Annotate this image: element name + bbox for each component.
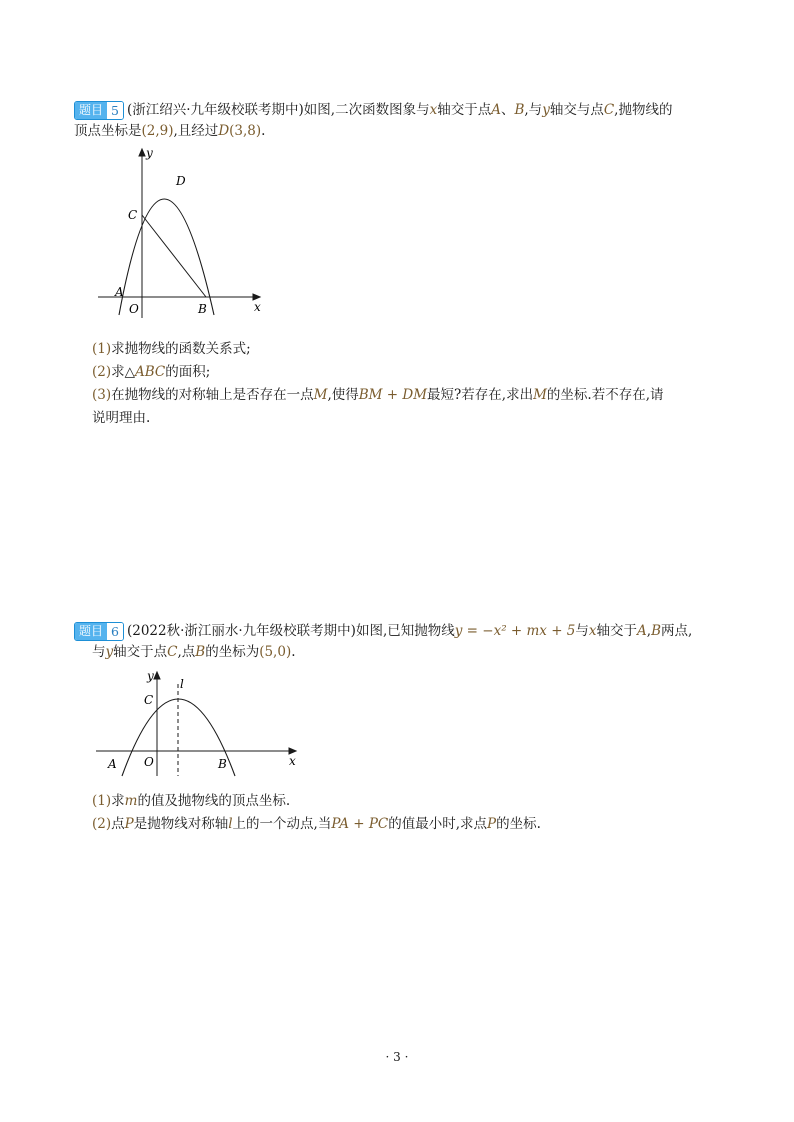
origin-label: O bbox=[129, 302, 139, 316]
math-symbol: m bbox=[124, 793, 138, 809]
math-symbol: ABC bbox=[135, 364, 166, 380]
segment-cb bbox=[142, 215, 206, 297]
problem-6 bbox=[74, 621, 734, 663]
math-symbol: y bbox=[105, 644, 114, 660]
problem-5-figure bbox=[92, 143, 272, 323]
text-run: . bbox=[291, 644, 296, 660]
text-run: , bbox=[646, 623, 652, 639]
problem-6-figure bbox=[92, 664, 307, 780]
math-symbol: M bbox=[533, 387, 547, 403]
math-symbol: y = −x² + mx + 5 bbox=[454, 623, 576, 639]
math-symbol: P bbox=[487, 816, 497, 832]
text-run: 两点, bbox=[661, 623, 693, 639]
stem-text bbox=[304, 102, 673, 118]
problem-5-stem-line2 bbox=[74, 121, 734, 142]
text-run: 的坐标. bbox=[496, 816, 541, 832]
text-run: 求 bbox=[111, 793, 125, 809]
text-run: 轴交于点 bbox=[437, 102, 492, 118]
text-run: 上的一个动点,当 bbox=[232, 816, 332, 832]
text-run: ,抛物线的 bbox=[614, 102, 673, 118]
text-run: 如图,二次函数图象与 bbox=[303, 102, 430, 118]
text-run: 在抛物线的对称轴上是否存在一点 bbox=[111, 387, 314, 403]
point-c-label: C bbox=[144, 693, 154, 707]
question-line bbox=[92, 384, 664, 407]
math-symbol: C bbox=[167, 644, 178, 660]
text-run: 的值及抛物线的顶点坐标. bbox=[137, 793, 291, 809]
math-symbol: x bbox=[588, 623, 597, 639]
math-symbol: x bbox=[429, 102, 438, 118]
line-l-label: l bbox=[180, 677, 184, 691]
problem-tag-number: 5 bbox=[107, 102, 123, 119]
math-symbol: A bbox=[491, 102, 501, 118]
math-symbol: P bbox=[124, 816, 134, 832]
problem-6-stem-line1 bbox=[74, 621, 734, 642]
text-run: 是抛物线对称轴 bbox=[133, 816, 229, 832]
math-value: (1) bbox=[92, 341, 112, 357]
problem-source: (2022秋·浙江丽水·九年级校联考期中) bbox=[126, 623, 356, 639]
text-run: 与 bbox=[575, 623, 589, 639]
math-value: (3) bbox=[92, 387, 112, 403]
problem-source: (浙江绍兴·九年级校联考期中) bbox=[126, 102, 304, 118]
question-text bbox=[92, 410, 150, 426]
problem-tag bbox=[74, 101, 124, 120]
text-run: 与 bbox=[92, 644, 106, 660]
point-d-label: D bbox=[176, 174, 186, 188]
question-text bbox=[92, 364, 210, 380]
question-line bbox=[92, 338, 664, 361]
stem-text bbox=[356, 623, 692, 639]
text-run: 的坐标.若不存在,请 bbox=[546, 387, 664, 403]
page-number: · 3 · bbox=[385, 1050, 409, 1064]
problem-tag-number: 6 bbox=[107, 623, 123, 640]
text-run: 求△ bbox=[111, 364, 136, 380]
question-text bbox=[92, 387, 664, 403]
question-text bbox=[92, 341, 251, 357]
text-run: 轴交于点 bbox=[113, 644, 168, 660]
point-b-label: B bbox=[198, 302, 207, 316]
problem-tag-label: 题目 bbox=[75, 102, 107, 119]
point-c-label: C bbox=[128, 208, 138, 222]
text-run: 的值最小时,求点 bbox=[388, 816, 488, 832]
math-symbol: C bbox=[603, 102, 615, 118]
text-run: 如图,已知抛物线 bbox=[355, 623, 455, 639]
point-a-label: A bbox=[115, 285, 124, 299]
math-symbol: BM + DM bbox=[358, 387, 428, 403]
math-symbol: y bbox=[542, 102, 550, 118]
stem-text bbox=[74, 123, 265, 139]
question-line bbox=[92, 813, 541, 836]
math-value: (2) bbox=[92, 364, 112, 380]
math-symbol: B bbox=[195, 644, 206, 660]
math-value: (2) bbox=[92, 816, 112, 832]
question-text bbox=[92, 816, 541, 832]
math-symbol: M bbox=[313, 387, 328, 403]
text-run: 轴交与点 bbox=[549, 102, 604, 118]
text-run: 、 bbox=[500, 102, 515, 118]
axis-y-label: y bbox=[147, 669, 154, 683]
point-b-label: B bbox=[218, 757, 227, 771]
text-run: 最短?若存在,求出 bbox=[427, 387, 534, 403]
problem-tag bbox=[74, 622, 124, 641]
text-run: ,点 bbox=[177, 644, 196, 660]
math-symbol: PA + PC bbox=[331, 816, 389, 832]
problem-6-questions bbox=[92, 790, 541, 836]
math-value: (1) bbox=[92, 793, 112, 809]
y-axis-arrow bbox=[139, 149, 145, 156]
axis-y-label: y bbox=[146, 146, 153, 160]
text-run: 的面积; bbox=[165, 364, 211, 380]
math-symbol: D bbox=[218, 123, 230, 139]
y-axis-arrow bbox=[154, 672, 160, 679]
problem-tag-label: 题目 bbox=[75, 623, 107, 640]
question-line bbox=[92, 407, 664, 430]
text-run: ,且经过 bbox=[173, 123, 219, 139]
math-symbol: B bbox=[651, 623, 661, 639]
problem-5 bbox=[74, 100, 734, 142]
text-run: ,与 bbox=[524, 102, 543, 118]
question-line bbox=[92, 790, 541, 813]
problem-5-stem-line1 bbox=[74, 100, 734, 121]
text-run: ,使得 bbox=[327, 387, 359, 403]
text-run: 求抛物线的函数关系式; bbox=[111, 341, 251, 357]
math-symbol: A bbox=[637, 623, 647, 639]
text-run: 的坐标为 bbox=[205, 644, 260, 660]
axis-x-label: x bbox=[254, 300, 261, 314]
origin-label: O bbox=[144, 755, 154, 769]
text-run: 说明理由. bbox=[92, 410, 151, 426]
text-run: . bbox=[261, 123, 266, 139]
math-value: (2,9) bbox=[141, 123, 174, 139]
problem-5-questions bbox=[92, 338, 664, 430]
question-text bbox=[92, 793, 290, 809]
text-run: 顶点坐标是 bbox=[74, 123, 142, 139]
problem-6-stem-line2 bbox=[74, 642, 734, 663]
question-line bbox=[92, 361, 664, 384]
math-value: (5,0) bbox=[259, 644, 292, 660]
math-symbol: l bbox=[228, 816, 233, 832]
math-symbol: B bbox=[514, 102, 525, 118]
math-value: (3,8) bbox=[229, 123, 262, 139]
point-a-label: A bbox=[108, 757, 117, 771]
axis-x-label: x bbox=[289, 754, 296, 768]
text-run: 轴交于 bbox=[596, 623, 638, 639]
text-run: 点 bbox=[111, 816, 125, 832]
stem-text bbox=[92, 644, 296, 660]
